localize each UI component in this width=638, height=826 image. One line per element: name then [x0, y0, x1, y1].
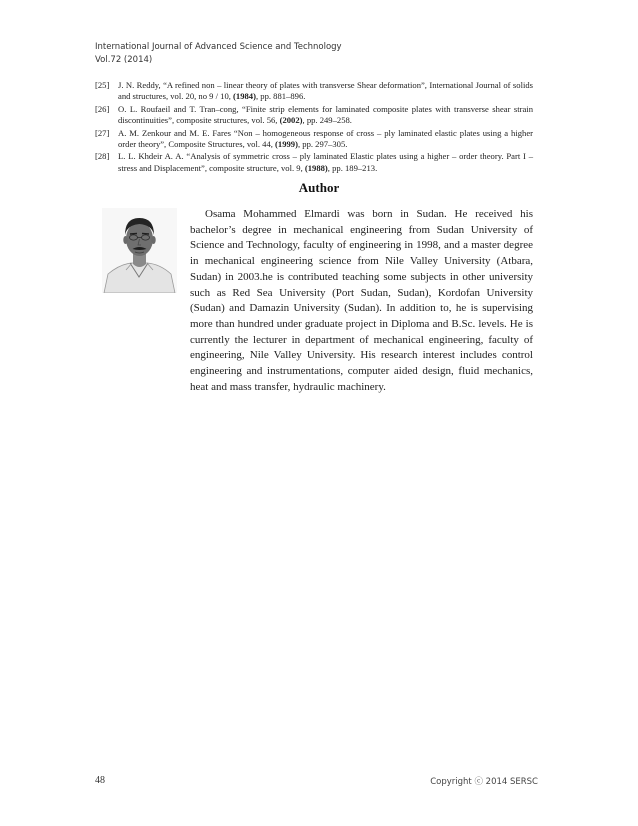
- author-portrait-image: [102, 208, 177, 293]
- reference-year: (1984): [233, 91, 256, 102]
- reference-pages: , pp. 249–258.: [302, 115, 352, 126]
- author-photo: [102, 208, 177, 293]
- reference-year: (1988): [304, 162, 328, 173]
- reference-item: [95, 104, 533, 127]
- reference-body: O. L. Roufaeil and T. Tran–cong, “Finite strip elements for laminated composite plates with transverse shear strain discontinuities”, composite structures, vol. 56,: [118, 103, 533, 126]
- reference-pages: , pp. 881–896.: [255, 91, 306, 102]
- reference-number: [26]: [95, 103, 110, 114]
- reference-item: [95, 128, 533, 151]
- reference-text: [118, 128, 533, 151]
- reference-pages: , pp. 297–305.: [297, 139, 348, 150]
- reference-body: L. L. Khdeir A. A. “Analysis of symmetric cross – ply laminated Elastic plates using a higher – order theory. Part I – stress and Displacement”, composite structure, vol. 9,: [118, 151, 533, 173]
- reference-body: A. M. Zenkour and M. E. Fares “Non – homogeneous response of cross – ply laminated elastic plates using a higher order theory”, Composite Structures, vol. 44,: [118, 127, 533, 150]
- reference-pages: , pp. 189–213.: [327, 162, 378, 173]
- author-biography: Osama Mohammed Elmardi was born in Sudan. He received his bachelor’s degree in mechanical engineering from Sudan University of Science and Technology, faculty of engineering in 1998, and a master degree in mechanical engineering science from Nile Valley University (Atbara, Sudan) in 2003.he is contributed teaching some subjects in other university such as Red Sea University (Port Sudan, Sudan), Kordofan University (Sudan) and Damazin University (Sudan). In addition to, he is supervising more than hundred under graduate project in Diploma and B.Sc. levels. He is currently the lecturer in department of mechanical engineering, faculty of engineering, Nile Valley University. His research interest includes control engineering and instrumentations, computer aided design, fluid mechanics, heat and mass transfer, hydraulic machinery.: [190, 208, 533, 393]
- reference-item: [95, 80, 533, 103]
- reference-text: [118, 80, 533, 103]
- reference-year: (2002): [279, 115, 303, 126]
- reference-year: (1999): [275, 139, 298, 150]
- reference-text: [118, 104, 533, 127]
- author-heading: Author: [298, 180, 340, 195]
- copyright-notice: Copyright ⓒ 2014 SERSC: [430, 777, 538, 787]
- reference-list: [95, 80, 533, 175]
- volume-label: Vol.72 (2014): [95, 54, 153, 65]
- reference-text: [118, 151, 533, 174]
- page-number: 48: [95, 775, 105, 786]
- running-header: [95, 41, 342, 66]
- reference-number: [25]: [95, 80, 110, 90]
- reference-number: [27]: [95, 127, 110, 138]
- journal-title: International Journal of Advanced Science and Technology: [95, 42, 342, 52]
- reference-number: [28]: [95, 151, 110, 162]
- reference-item: [95, 151, 533, 174]
- reference-body: J. N. Reddy, “A refined non – linear theory of plates with transverse Shear deformation”, International Journal of solids and structures, vol. 20, no 9 / 10,: [118, 80, 533, 102]
